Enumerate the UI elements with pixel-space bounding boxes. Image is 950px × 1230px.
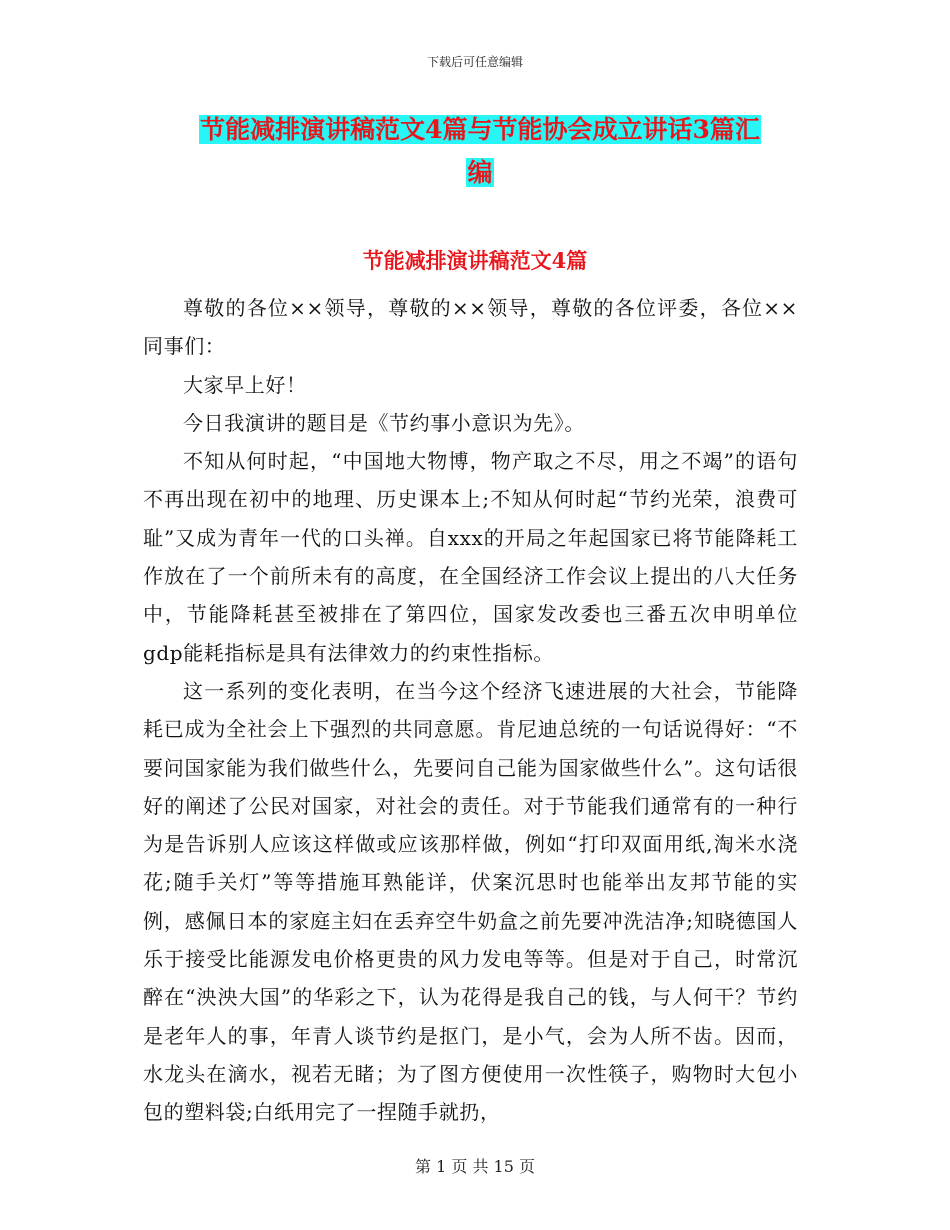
section-title: 节能减排演讲稿范文4篇 (362, 248, 588, 273)
document-title-line-2: 编 (467, 158, 493, 187)
header-note: 下载后可任意编辑 (426, 55, 523, 69)
paragraph: 大家早上好！ (183, 372, 307, 397)
paragraph: 今日我演讲的题目是《节约事小意识为先》。 (183, 410, 585, 435)
paragraph: 这一系列的变化表明，在当今这个经济飞速进展的大社会，节能降耗已成为全社会上下强烈的共同意愿。肯尼迪总统的一句话说得好：“不要问国家能为我们做些什么，先要问自己能为国家做些什么”。这句话很好的阐述了公民对国家，对社会的责任。对于节能我们通常有的一种行为是告诉别人应该这样做或应该那样做，例如“打印双面用纸,淘米水浇花;随手关灯”等等措施耳熟能详，伏案沉思时也能举出友邦节能的实例，感佩日本的家庭主妇在丢弃空牛奶盒之前先要冲洗洁净;知晓德国人乐于接受比能源发电价格更贵的风力发电等等。但是对于自己，时常沉醉在“泱泱大国”的华彩之下，认为花得是我自己的钱，与人何干？节约是老年人的事，年青人谈节约是抠门，是小气，会为人所不齿。因而，水龙头在滴水，视若无睹；为了图方便使用一次性筷子，购物时大包小包的塑料袋;白纸用完了一捏随手就扔， (143, 678, 798, 1125)
paragraph: 不知从何时起，“中国地大物博，物产取之不尽，用之不竭”的语句不再出现在初中的地理、历史课本上;不知从何时起“节约光荣，浪费可耻”又成为青年一代的口头禅。自xxx的开局之年起国家已将节能降耗工作放在了一个前所未有的高度，在全国经济工作会议上提出的八大任务中，节能降耗甚至被排在了第四位，国家发改委也三番五次申明单位gdp能耗指标是具有法律效力的约束性指标。 (143, 449, 798, 665)
document-title-line-1: 节能减排演讲稿范文4篇与节能协会成立讲话3篇汇 (200, 115, 760, 144)
document-body (143, 289, 798, 1132)
page-footer: 第 1 页 共 15 页 (415, 1157, 535, 1176)
paragraph: 尊敬的各位××领导，尊敬的××领导，尊敬的各位评委，各位××同事们： (143, 296, 798, 359)
document-title (150, 108, 810, 194)
